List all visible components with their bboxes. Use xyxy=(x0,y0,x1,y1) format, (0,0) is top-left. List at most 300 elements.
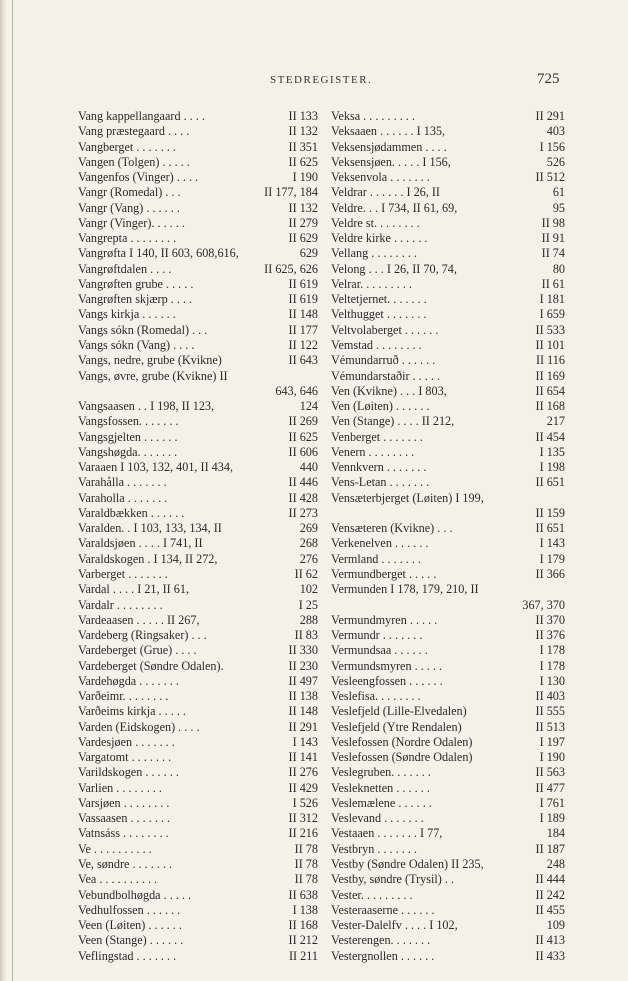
entry-place-name: Vermundr . . . . . . . xyxy=(331,628,423,643)
index-entry xyxy=(331,949,565,964)
entry-place-name: Vang kappellangaard . . . . xyxy=(78,109,205,123)
entry-page-reference: I 156 xyxy=(539,139,565,154)
index-entry xyxy=(331,536,565,551)
entry-page-reference: II 625, 626 xyxy=(264,261,318,276)
entry-page-reference: II 269 xyxy=(288,414,318,429)
entry-place-name: Vangs sókn (Vang) . . . . xyxy=(78,337,195,352)
entry-place-name: Vangrøftdalen . . . . xyxy=(78,261,172,276)
entry-page-reference: I 143 xyxy=(292,734,318,749)
entry-place-name: Venberget . . . . . . . xyxy=(331,429,423,444)
index-entry xyxy=(78,369,318,384)
entry-place-name: Varildskogen . . . . . . xyxy=(78,765,179,780)
entry-place-name: Veslemælene . . . . . . xyxy=(331,795,432,810)
entry-place-name: Veslefossen (Søndre Odalen) xyxy=(331,750,473,765)
entry-place-name: Ven (Stange) . . . . II 212, xyxy=(331,414,455,429)
entry-place-name: Vensæterbjerget (Løiten) I 199, xyxy=(331,490,484,505)
index-entry xyxy=(331,872,565,887)
entry-place-name: Vesleknetten . . . . . . xyxy=(331,780,430,795)
entry-place-name: Vardeberget (Grue) . . . . xyxy=(78,643,197,658)
entry-place-name: Veldre. . . I 734, II 61, 69, xyxy=(331,200,458,215)
index-entry xyxy=(331,430,565,445)
entry-place-name: Vardeberget (Søndre Odalen). xyxy=(78,658,224,673)
index-entry xyxy=(331,384,565,399)
index-entry xyxy=(331,643,565,658)
entry-place-name: Vangrøften grube . . . . . xyxy=(78,276,194,291)
index-entry xyxy=(78,155,318,170)
index-entry xyxy=(78,140,318,155)
index-entry xyxy=(78,918,318,933)
entry-page-reference: II 78 xyxy=(294,857,318,872)
index-entry xyxy=(78,582,318,597)
entry-place-name: Velong . . . I 26, II 70, 74, xyxy=(331,261,457,276)
index-entry xyxy=(78,414,318,429)
entry-page-reference: II 279 xyxy=(288,215,318,230)
index-entry xyxy=(331,140,565,155)
entry-page-reference: II 116 xyxy=(536,353,565,368)
index-entry xyxy=(78,811,318,826)
entry-page-reference: II 138 xyxy=(288,689,318,704)
index-entry xyxy=(331,842,565,857)
entry-page-reference: II 159 xyxy=(535,505,565,520)
index-entry xyxy=(331,292,565,307)
index-entry xyxy=(78,231,318,246)
entry-page-reference: II 625 xyxy=(288,429,318,444)
entry-page-reference: II 168 xyxy=(288,918,318,933)
entry-place-name: Vermundsaa . . . . . . xyxy=(331,643,428,658)
index-entry xyxy=(78,307,318,322)
entry-page-reference: I 179 xyxy=(539,551,565,566)
entry-page-reference: II 132 xyxy=(288,200,318,215)
entry-page-reference: II 78 xyxy=(294,841,318,856)
index-entry xyxy=(78,781,318,796)
index-entry xyxy=(331,124,565,139)
entry-place-name: Vangs kirkja . . . . . . xyxy=(78,307,176,322)
index-entry xyxy=(331,598,565,613)
entry-page-reference: II 62 xyxy=(294,566,318,581)
entry-page-reference: II 370 xyxy=(535,612,565,627)
index-entry xyxy=(331,659,565,674)
entry-page-reference: II 148 xyxy=(288,307,318,322)
entry-place-name: Vermland . . . . . . . xyxy=(331,551,422,566)
entry-page-reference: II 446 xyxy=(288,475,318,490)
entry-page-reference: I 189 xyxy=(539,811,565,826)
index-entry xyxy=(78,704,318,719)
index-entry xyxy=(331,582,565,597)
entry-place-name: Vardeaasen . . . . . II 267, xyxy=(78,612,200,627)
entry-page-reference: II 133 xyxy=(288,109,318,123)
entry-place-name: Vester-Dalelfv . . . . I 102, xyxy=(331,918,458,933)
entry-place-name: Velrar. . . . . . . . . xyxy=(331,276,412,291)
index-entry xyxy=(78,643,318,658)
entry-page-reference: II 444 xyxy=(535,872,565,887)
entry-place-name: Veslefossen (Nordre Odalen) xyxy=(331,734,473,749)
index-entry xyxy=(331,338,565,353)
entry-place-name: Vangenfos (Vinger) . . . . xyxy=(78,170,199,185)
entry-page-reference: I 526 xyxy=(292,795,318,810)
index-entry xyxy=(331,231,565,246)
entry-place-name: Veen (Stange) . . . . . . xyxy=(78,933,184,948)
index-entry xyxy=(331,277,565,292)
entry-place-name: Vatnsáss . . . . . . . . xyxy=(78,826,169,841)
index-entry xyxy=(331,750,565,765)
index-entry xyxy=(331,781,565,796)
entry-place-name: Vermundsmyren . . . . . xyxy=(331,658,443,673)
entry-place-name: Vestby (Søndre Odalen) II 235, xyxy=(331,857,484,872)
index-entry xyxy=(78,872,318,887)
entry-place-name: Vangsfossen. . . . . . . xyxy=(78,414,179,429)
entry-page-reference: II 187 xyxy=(535,841,565,856)
entry-page-reference: II 98 xyxy=(541,215,565,230)
entry-page-reference: 124 xyxy=(299,399,318,414)
entry-page-reference: I 197 xyxy=(539,734,565,749)
entry-place-name: Ven (Løiten) . . . . . . xyxy=(331,399,430,414)
entry-place-name: Veldre st. . . . . . . . xyxy=(331,215,420,230)
entry-place-name: Vang præstegaard . . . . xyxy=(78,124,190,139)
index-entry xyxy=(331,674,565,689)
entry-page-reference: II 230 xyxy=(288,658,318,673)
entry-place-name: Vardeberg (Ringsaker) . . . xyxy=(78,628,207,643)
index-column-right xyxy=(331,109,565,964)
entry-page-reference: II 429 xyxy=(288,780,318,795)
index-entry xyxy=(78,521,318,536)
entry-page-reference: II 291 xyxy=(288,719,318,734)
index-entry xyxy=(331,735,565,750)
entry-page-reference: II 351 xyxy=(288,139,318,154)
entry-page-reference: I 25 xyxy=(298,597,318,612)
index-entry xyxy=(331,720,565,735)
index-entry xyxy=(78,430,318,445)
entry-place-name: Velthugget . . . . . . . xyxy=(331,307,427,322)
entry-place-name: Veksenvola . . . . . . . xyxy=(331,170,430,185)
book-spine-shadow xyxy=(0,0,7,981)
index-entry xyxy=(331,170,565,185)
entry-place-name: Vens-Letan . . . . . . . xyxy=(331,475,430,490)
entry-place-name: Veltvolaberget . . . . . . xyxy=(331,322,439,337)
index-entry xyxy=(331,888,565,903)
entry-page-reference: II 625 xyxy=(288,154,318,169)
entry-page-reference: II 101 xyxy=(535,337,565,352)
entry-place-name: Veksaaen . . . . . . I 135, xyxy=(331,124,446,139)
running-title: STEDREGISTER. xyxy=(270,74,373,86)
index-entry xyxy=(331,796,565,811)
index-entry xyxy=(331,506,565,521)
entry-place-name: Vermunden I 178, 179, 210, II xyxy=(331,582,479,597)
entry-page-reference: 61 xyxy=(552,185,565,200)
entry-page-reference: II 276 xyxy=(288,765,318,780)
index-entry xyxy=(331,399,565,414)
index-entry xyxy=(78,659,318,674)
index-entry xyxy=(331,155,565,170)
entry-place-name: Vestergnollen . . . . . . xyxy=(331,948,435,963)
entry-page-reference: 526 xyxy=(546,154,565,169)
index-entry xyxy=(78,536,318,551)
entry-place-name: Vangsgjelten . . . . . . xyxy=(78,429,178,444)
entry-place-name: Vargatomt . . . . . . . xyxy=(78,750,172,765)
entry-place-name: Vangrepta . . . . . . . . xyxy=(78,231,177,246)
index-entry xyxy=(331,109,565,124)
index-entry xyxy=(331,552,565,567)
entry-page-reference: 643, 646 xyxy=(275,383,318,398)
entry-page-reference: II 78 xyxy=(294,872,318,887)
entry-page-reference: II 512 xyxy=(535,170,565,185)
entry-page-reference: I 190 xyxy=(292,170,318,185)
entry-page-reference: II 619 xyxy=(288,276,318,291)
entry-place-name: Vea . . . . . . . . . . xyxy=(78,872,158,887)
entry-page-reference: 109 xyxy=(546,918,565,933)
entry-page-reference: II 654 xyxy=(535,383,565,398)
index-entry xyxy=(78,613,318,628)
entry-page-reference: II 638 xyxy=(288,887,318,902)
entry-page-reference: II 312 xyxy=(288,811,318,826)
entry-page-reference: I 181 xyxy=(539,292,565,307)
entry-page-reference: II 168 xyxy=(535,399,565,414)
index-entry xyxy=(78,460,318,475)
entry-page-reference: II 242 xyxy=(535,887,565,902)
entry-page-reference: II 433 xyxy=(535,948,565,963)
entry-place-name: Vensæteren (Kvikne) . . . xyxy=(331,521,453,536)
entry-page-reference: II 643 xyxy=(288,353,318,368)
entry-place-name: Varalden. . I 103, 133, 134, II xyxy=(78,521,222,536)
index-entry xyxy=(78,491,318,506)
page-header xyxy=(0,72,628,92)
index-entry xyxy=(78,720,318,735)
index-entry xyxy=(331,216,565,231)
entry-page-reference: 367, 370 xyxy=(522,597,565,612)
entry-page-reference: II 74 xyxy=(541,246,565,261)
entry-page-reference: II 454 xyxy=(535,429,565,444)
index-entry xyxy=(78,353,318,368)
entry-page-reference: II 533 xyxy=(535,322,565,337)
entry-page-reference: II 606 xyxy=(288,444,318,459)
entry-place-name: Varaaen I 103, 132, 401, II 434, xyxy=(78,460,234,475)
index-entry xyxy=(78,674,318,689)
entry-page-reference: II 619 xyxy=(288,292,318,307)
entry-page-reference: II 132 xyxy=(288,124,318,139)
entry-page-reference: 440 xyxy=(299,460,318,475)
entry-place-name: Veslefjeld (Lille-Elvedalen) xyxy=(331,704,467,719)
index-entry xyxy=(331,811,565,826)
entry-page-reference: II 477 xyxy=(535,780,565,795)
index-entry xyxy=(331,307,565,322)
entry-place-name: Varden (Eidskogen) . . . . xyxy=(78,719,200,734)
index-entry xyxy=(331,521,565,536)
entry-place-name: Vennkvern . . . . . . . xyxy=(331,460,427,475)
entry-place-name: Vardehøgda . . . . . . . xyxy=(78,673,179,688)
entry-page-reference: I 138 xyxy=(292,902,318,917)
entry-place-name: Veksensjødammen . . . . xyxy=(331,139,447,154)
index-entry xyxy=(78,796,318,811)
entry-page-reference: I 659 xyxy=(539,307,565,322)
entry-place-name: Varaldskogen . I 134, II 272, xyxy=(78,551,218,566)
entry-place-name: Veldre kirke . . . . . . xyxy=(331,231,428,246)
index-entry xyxy=(331,826,565,841)
index-entry xyxy=(331,262,565,277)
index-entry xyxy=(331,201,565,216)
entry-place-name: Vangsaasen . . I 198, II 123, xyxy=(78,399,215,414)
index-entry xyxy=(331,414,565,429)
entry-page-reference: II 212 xyxy=(288,933,318,948)
index-entry xyxy=(331,185,565,200)
index-entry xyxy=(331,704,565,719)
entry-page-reference: 288 xyxy=(299,612,318,627)
index-entry xyxy=(331,491,565,506)
entry-page-reference: II 513 xyxy=(535,719,565,734)
index-entry xyxy=(78,628,318,643)
entry-page-reference: 248 xyxy=(546,857,565,872)
entry-page-reference: II 148 xyxy=(288,704,318,719)
entry-place-name: Veslefisa. . . . . . . . xyxy=(331,689,421,704)
entry-page-reference: II 141 xyxy=(288,750,318,765)
index-entry xyxy=(331,445,565,460)
entry-place-name: Ve . . . . . . . . . . xyxy=(78,841,152,856)
entry-page-reference: 403 xyxy=(546,124,565,139)
entry-place-name: Vestbryn . . . . . . . xyxy=(331,841,417,856)
page-margin-line xyxy=(12,0,13,981)
index-entry xyxy=(331,567,565,582)
entry-page-reference: II 629 xyxy=(288,231,318,246)
entry-page-reference: I 178 xyxy=(539,643,565,658)
index-entry xyxy=(78,216,318,231)
entry-place-name: Vassaasen . . . . . . . xyxy=(78,811,171,826)
entry-page-reference: II 211 xyxy=(289,948,318,963)
entry-place-name: Varsjøen . . . . . . . . xyxy=(78,795,170,810)
entry-place-name: Vestby, søndre (Trysil) . . xyxy=(331,872,455,887)
entry-place-name: Veslegruben. . . . . . . xyxy=(331,765,431,780)
index-entry xyxy=(331,460,565,475)
entry-page-reference: I 198 xyxy=(539,460,565,475)
entry-page-reference: 276 xyxy=(299,551,318,566)
entry-place-name: Vangr (Vinger). . . . . . xyxy=(78,215,185,230)
entry-place-name: Vangs sókn (Romedal) . . . xyxy=(78,322,208,337)
entry-place-name: Vangs, øvre, grube (Kvikne) II xyxy=(78,368,228,383)
index-entry xyxy=(78,262,318,277)
entry-place-name: Vedhulfossen . . . . . . xyxy=(78,902,181,917)
entry-page-reference: 95 xyxy=(552,200,565,215)
entry-page-reference: II 428 xyxy=(288,490,318,505)
entry-page-reference: II 555 xyxy=(535,704,565,719)
entry-place-name: Verkenelven . . . . . . xyxy=(331,536,429,551)
index-entry xyxy=(78,475,318,490)
entry-page-reference: II 177 xyxy=(288,322,318,337)
entry-page-reference: II 216 xyxy=(288,826,318,841)
entry-place-name: Vangr (Vang) . . . . . . xyxy=(78,200,180,215)
entry-page-reference: II 291 xyxy=(535,109,565,123)
entry-page-reference: I 190 xyxy=(539,750,565,765)
entry-place-name: Varberget . . . . . . . xyxy=(78,566,168,581)
index-entry xyxy=(78,750,318,765)
entry-place-name: Vangen (Tolgen) . . . . . xyxy=(78,154,190,169)
entry-page-reference: II 61 xyxy=(541,276,565,291)
entry-place-name: Vémundarruð . . . . . . xyxy=(331,353,436,368)
index-entry xyxy=(331,246,565,261)
entry-place-name: Vermundmyren . . . . . xyxy=(331,612,438,627)
entry-place-name: Varaldsjøen . . . . I 741, II xyxy=(78,536,203,551)
entry-place-name: Vardalr . . . . . . . . xyxy=(78,597,163,612)
index-entry xyxy=(78,201,318,216)
entry-place-name: Vangs, nedre, grube (Kvikne) xyxy=(78,353,222,368)
index-entry xyxy=(78,399,318,414)
index-entry xyxy=(78,826,318,841)
index-entry xyxy=(331,765,565,780)
entry-page-reference: II 497 xyxy=(288,673,318,688)
entry-page-reference: II 376 xyxy=(535,628,565,643)
entry-page-reference: II 455 xyxy=(535,902,565,917)
entry-page-reference: 80 xyxy=(552,261,565,276)
entry-page-reference: II 366 xyxy=(535,566,565,581)
entry-page-reference: I 761 xyxy=(539,795,565,810)
index-entry xyxy=(78,552,318,567)
entry-place-name: Veksa . . . . . . . . . xyxy=(331,109,415,123)
entry-page-reference: II 403 xyxy=(535,689,565,704)
entry-page-reference: II 563 xyxy=(535,765,565,780)
entry-place-name: Ve, søndre . . . . . . . xyxy=(78,857,173,872)
index-entry xyxy=(78,246,318,261)
entry-page-reference: I 143 xyxy=(539,536,565,551)
entry-page-reference: II 122 xyxy=(288,337,318,352)
index-entry xyxy=(78,109,318,124)
entry-place-name: Vémundarstaðir . . . . . xyxy=(331,368,440,383)
entry-place-name: Varðeims kirkja . . . . . xyxy=(78,704,186,719)
entry-place-name: Varaholla . . . . . . . xyxy=(78,490,168,505)
entry-place-name: Varahålla . . . . . . . xyxy=(78,475,167,490)
index-entry xyxy=(331,628,565,643)
entry-place-name: Vemstad . . . . . . . . xyxy=(331,337,422,352)
entry-place-name: Veldrar . . . . . . I 26, II xyxy=(331,185,440,200)
index-column-left xyxy=(78,109,318,964)
entry-page-reference: I 178 xyxy=(539,658,565,673)
entry-page-reference: II 177, 184 xyxy=(264,185,318,200)
index-entry xyxy=(331,903,565,918)
index-entry xyxy=(331,353,565,368)
entry-place-name: Vestaaen . . . . . . . I 77, xyxy=(331,826,443,841)
entry-page-reference: 217 xyxy=(546,414,565,429)
index-entry xyxy=(78,338,318,353)
entry-place-name: Veflingstad . . . . . . . xyxy=(78,948,177,963)
entry-page-reference: 268 xyxy=(299,536,318,551)
index-entry xyxy=(331,933,565,948)
entry-place-name: Vangshøgda. . . . . . . xyxy=(78,444,178,459)
entry-place-name: Veksensjøen. . . . . I 156, xyxy=(331,154,451,169)
index-entry xyxy=(78,765,318,780)
entry-page-reference: II 83 xyxy=(294,628,318,643)
entry-page-reference: II 273 xyxy=(288,505,318,520)
entry-place-name: Ven (Kvikne) . . . I 803, xyxy=(331,383,447,398)
entry-place-name: Vesteraaserne . . . . . . xyxy=(331,902,435,917)
index-entry xyxy=(331,918,565,933)
entry-place-name: Veslefjeld (Ytre Rendalen) xyxy=(331,719,462,734)
index-entry xyxy=(78,185,318,200)
entry-place-name: Vermundberget . . . . . xyxy=(331,566,437,581)
index-entry xyxy=(331,475,565,490)
index-entry xyxy=(78,124,318,139)
entry-place-name: Veen (Løiten) . . . . . . xyxy=(78,918,182,933)
entry-place-name: Veltetjernet. . . . . . . xyxy=(331,292,427,307)
index-entry xyxy=(331,613,565,628)
index-entry xyxy=(331,369,565,384)
entry-place-name: Vangrøfta I 140, II 603, 608,616, xyxy=(78,246,239,261)
entry-place-name: Vesleengfossen . . . . . . xyxy=(331,673,443,688)
entry-place-name: Vellang . . . . . . . . xyxy=(331,246,417,261)
index-entry xyxy=(78,567,318,582)
entry-page-reference: 629 xyxy=(299,246,318,261)
index-entry xyxy=(331,857,565,872)
entry-place-name: Varðeimr. . . . . . . . xyxy=(78,689,169,704)
entry-place-name: Venern . . . . . . . . xyxy=(331,444,415,459)
entry-place-name: Vangrøften skjærp . . . . xyxy=(78,292,193,307)
entry-page-reference: 184 xyxy=(546,826,565,841)
index-entry xyxy=(78,445,318,460)
entry-place-name: Veslevand . . . . . . . xyxy=(331,811,424,826)
